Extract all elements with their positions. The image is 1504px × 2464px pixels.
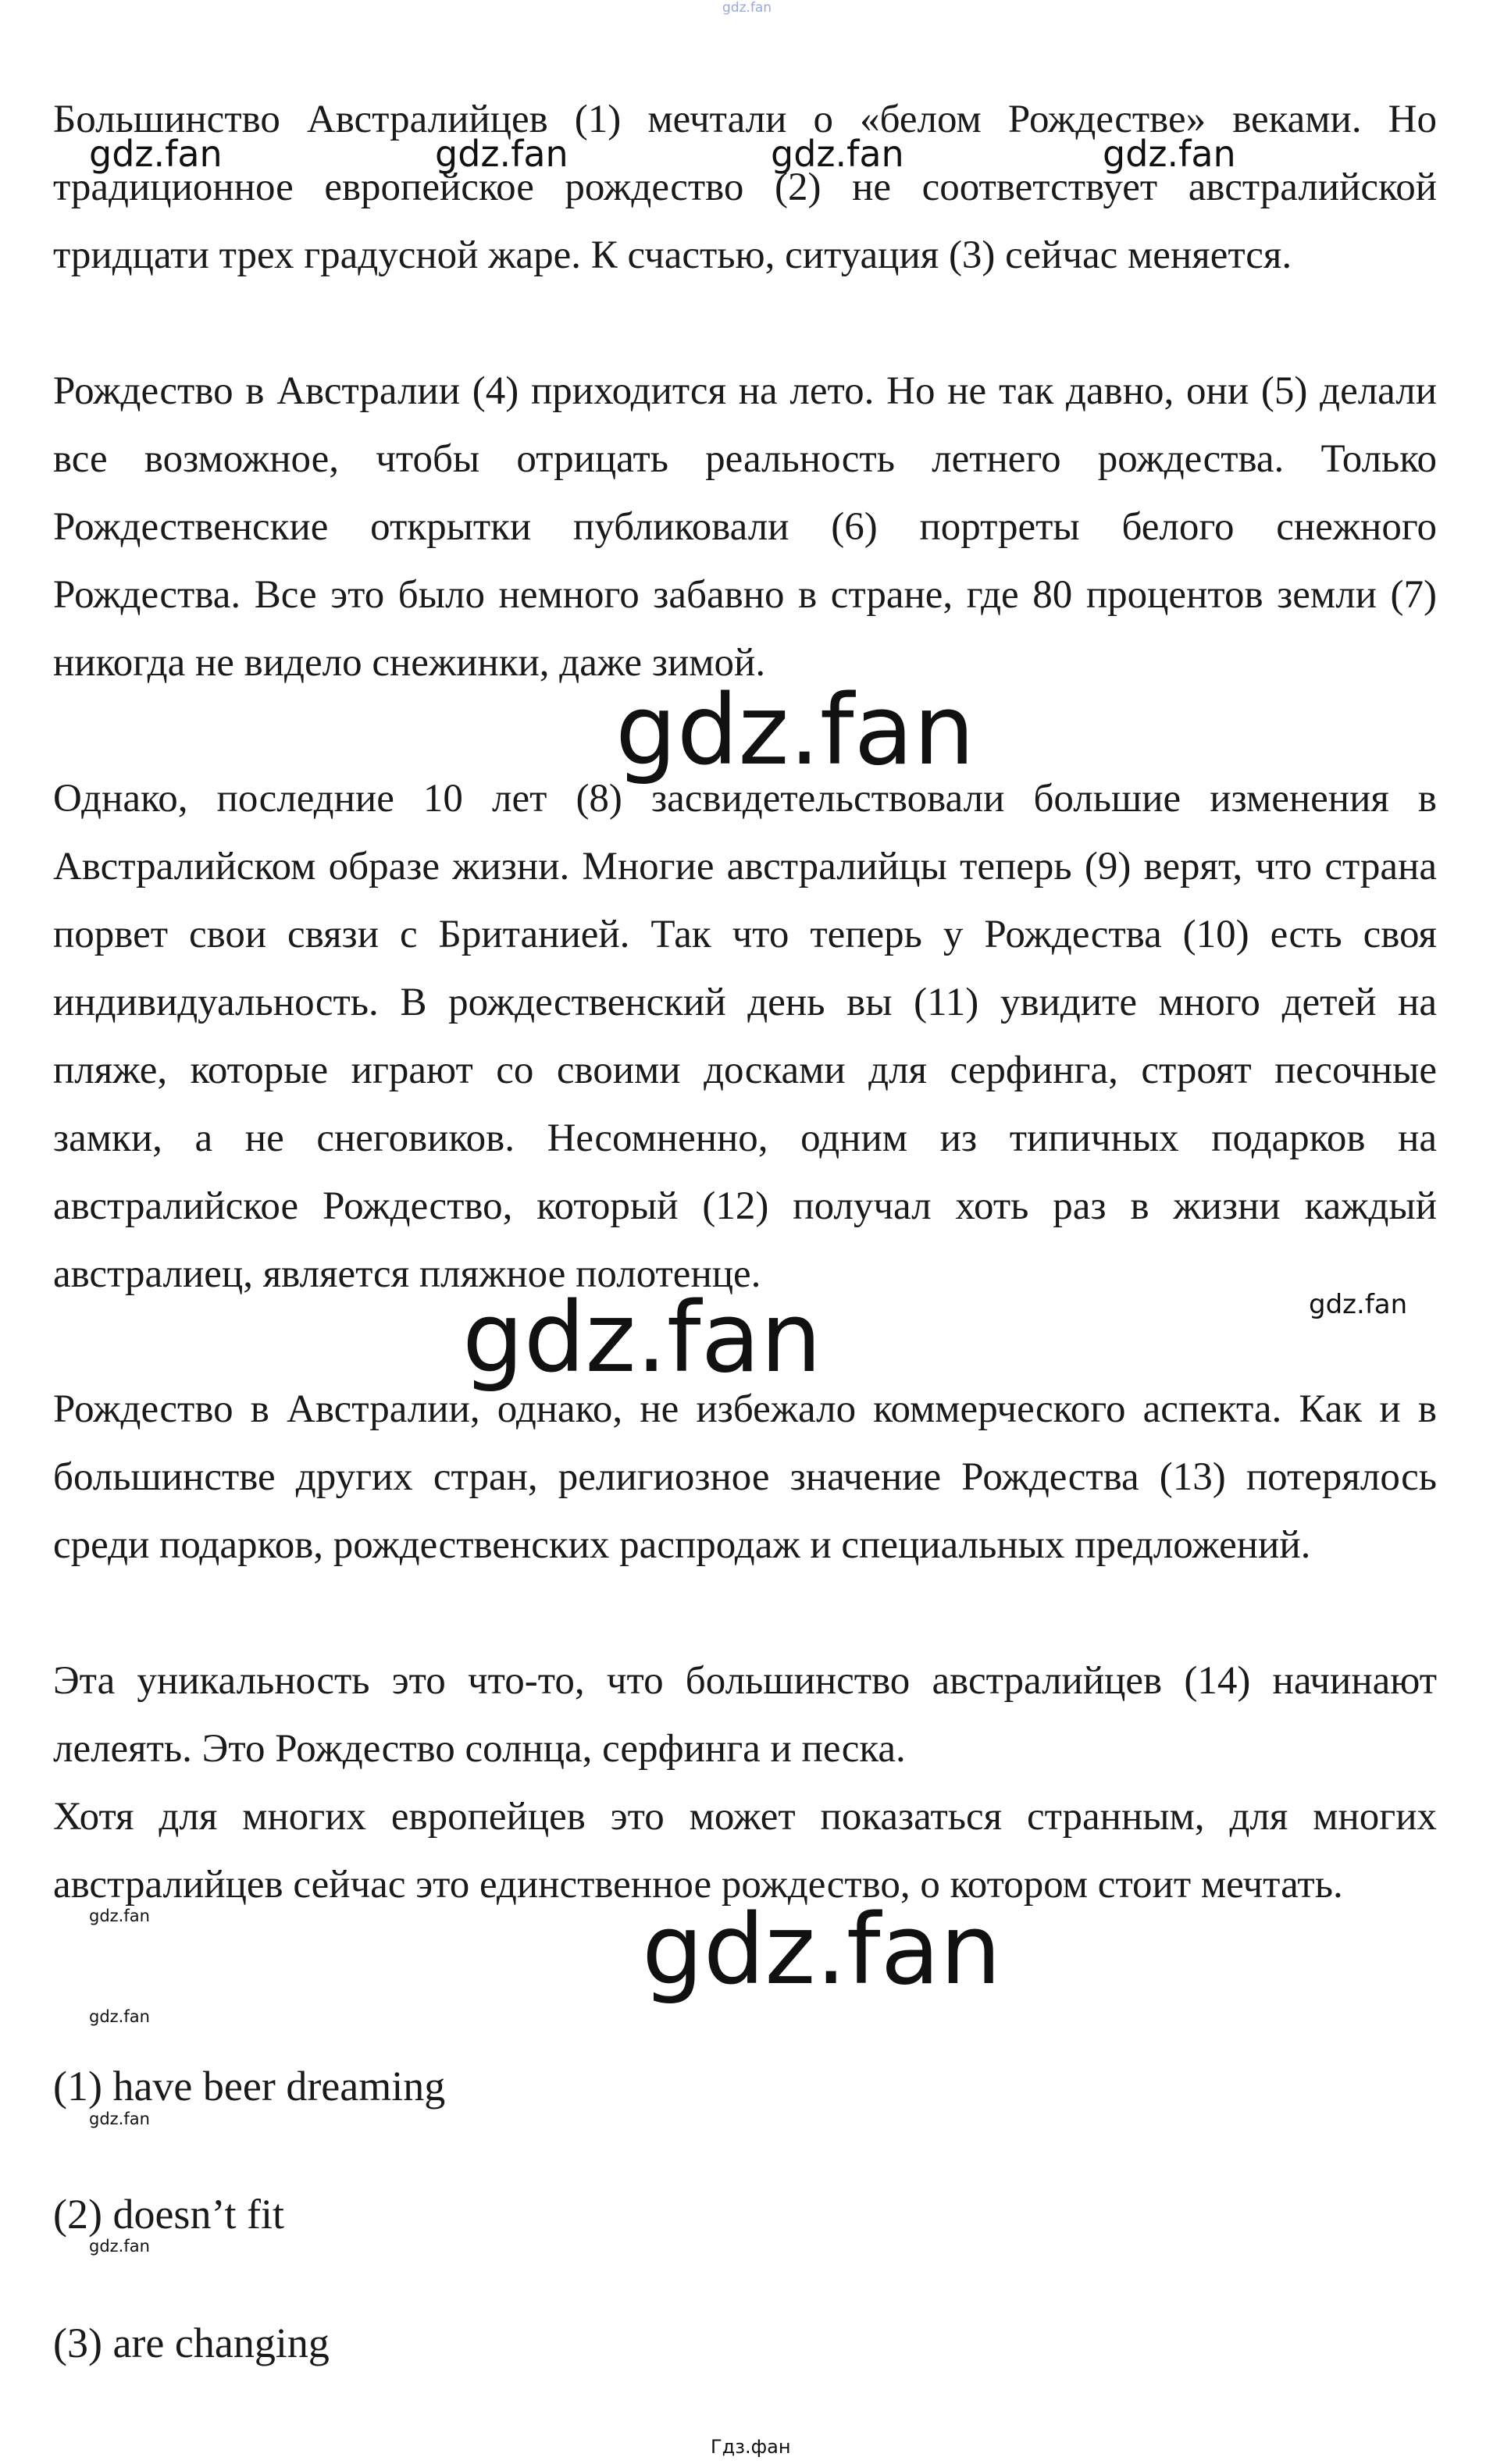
watermark-small: gdz.fan xyxy=(89,2110,150,2128)
watermark-large: gdz.fan xyxy=(462,1282,822,1394)
watermark-small: gdz.fan xyxy=(89,2237,150,2256)
watermark-small: gdz.fan xyxy=(1309,1289,1408,1320)
paragraph-5: Эта уникальность это что-то, что большинство австралийцев (14) начинают лелеять. Это Рождество солнца, серфинга и песка. xyxy=(53,1659,1437,1771)
answer-3: (3) are changing xyxy=(53,2320,330,2366)
watermark: gdz.fan xyxy=(1103,133,1236,175)
watermark-top: gdz.fan xyxy=(722,0,772,16)
paragraph-2: Рождество в Австралии (4) приходится на лето. Но не так давно, они (5) делали все возможное, чтобы отрицать реальность летнего рождества. Только Рождественские открытки публиковали (6) портреты белого снежного Рождества. Все это было немного забавно в стране, где 80 процентов земли (7) никогда не видело снежинки, даже зимой. xyxy=(53,369,1437,685)
watermark-large: gdz.fan xyxy=(642,1894,1002,2006)
paragraph-3: Однако, последние 10 лет (8) засвидетельствовали большие изменения в Австралийском образе жизни. Многие австралийцы теперь (9) верят, что страна порвет свои связи с Британией. Так что теперь у Рождества (10) есть своя индивидуальность. В рождественский день вы (11) увидите много детей на пляже, которые играют со своими досками для серфинга, строят песочные замки, а не снеговиков. Несомненно, одним из типичных подарков на австралийское Рождество, который (12) получал хоть раз в жизни каждый австралиец, является пляжное полотенце. xyxy=(53,777,1437,1296)
watermark: gdz.fan xyxy=(435,133,568,175)
answer-1: (1) have beer dreaming xyxy=(53,2063,446,2110)
watermark-large: gdz.fan xyxy=(615,675,975,787)
watermark-small: gdz.fan xyxy=(89,2007,150,2026)
paragraph-4: Рождество в Австралии, однако, не избежало коммерческого аспекта. Как и в большинстве других стран, религиозное значение Рождества (13) потерялось среди подарков, рождественских распродаж и специальных предложений. xyxy=(53,1387,1437,1567)
paragraph-1: Большинство Австралийцев (1) мечтали о «белом Рождестве» веками. Но традиционное европейское рождество (2) не соответствует австралийской тридцати трех градусной жаре. К счастью, ситуация (3) сейчас меняется. xyxy=(53,98,1437,277)
footer-label: Гдз.фан xyxy=(711,2436,791,2458)
watermark-small: gdz.fan xyxy=(89,1907,150,1925)
paragraph-6: Хотя для многих европейцев это может показаться странным, для многих австралийцев сейчас это единственное рождество, о котором стоит мечтать. xyxy=(53,1795,1437,1907)
watermark: gdz.fan xyxy=(771,133,904,175)
watermark: gdz.fan xyxy=(89,133,223,175)
answer-2: (2) doesn’t fit xyxy=(53,2191,284,2238)
